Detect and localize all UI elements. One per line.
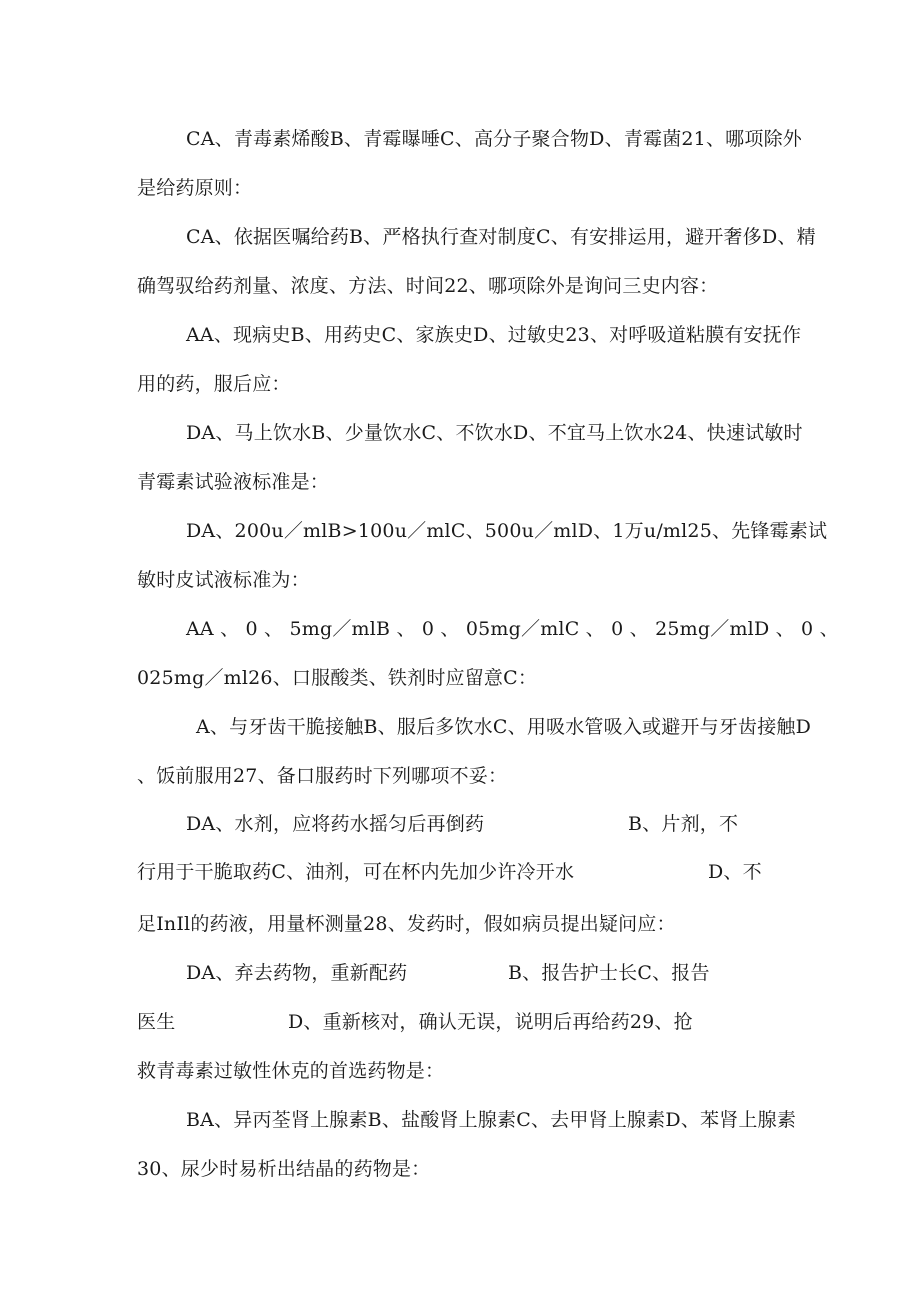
text-line: 行用于干脆取药C、油剂，可在杯内先加少许冷开水 xyxy=(137,861,575,883)
text-line: 确驾驭给药剂量、浓度、方法、时间22、哪项除外是询问三史内容： xyxy=(137,275,719,297)
text-line: 青霉素试验液标准是： xyxy=(137,471,330,493)
text-line: 、饭前服用27、备口服药时下列哪项不妥： xyxy=(137,765,508,787)
text-line: 30、尿少时易析出结晶的药物是： xyxy=(137,1158,431,1180)
text-line: 用的药，服后应： xyxy=(137,373,291,395)
text-line: 足InIl的药液，用量杯测量28、发药时，假如病员提出疑问应： xyxy=(137,913,676,935)
text-line: CA、青毒素烯酸B、青霉曝唾C、高分子聚合物D、青霉菌21、哪项除外 xyxy=(186,128,802,150)
text-line: B、报告护士长C、报告 xyxy=(508,962,710,984)
text-line: B、片剂，不 xyxy=(628,813,739,835)
text-line: 敏时皮试液标准为： xyxy=(137,569,310,591)
text-line: 医生 xyxy=(137,1011,176,1033)
text-line: D、不 xyxy=(708,861,762,883)
text-line: AA、现病史B、用药史C、家族史D、过敏史23、对呼吸道粘膜有安抚作 xyxy=(186,324,802,346)
text-line: DA、弃去药物，重新配药 xyxy=(186,962,408,984)
text-line: A、与牙齿干脆接触B、服后多饮水C、用吸水管吸入或避开与牙齿接触D xyxy=(196,716,812,738)
text-line: 025mg／ml26、口服酸类、铁剂时应留意C： xyxy=(137,667,538,689)
text-line: DA、200u／mlB>100u／mlC、500u／mlD、1万u/ml25、先锋霉素试 xyxy=(186,520,828,542)
text-line: DA、马上饮水B、少量饮水C、不饮水D、不宜马上饮水24、快速试敏时 xyxy=(186,422,803,444)
text-line: BA、异丙荃肾上腺素B、盐酸肾上腺素C、去甲肾上腺素D、苯肾上腺素 xyxy=(186,1109,797,1131)
text-line: 救青毒素过敏性休克的首选药物是： xyxy=(137,1060,445,1082)
text-line: AA 、 0 、 5mg／mlB 、 0 、 05mg／mlC 、 0 、 25mg／mlD 、 0 、 xyxy=(186,618,839,640)
text-line: 是给药原则： xyxy=(137,177,253,199)
text-line: DA、水剂，应将药水摇匀后再倒药 xyxy=(186,813,485,835)
text-line: D、重新核对，确认无误，说明后再给药29、抢 xyxy=(288,1011,693,1033)
text-line: CA、依据医嘱给药B、严格执行查对制度C、有安排运用，避开奢侈D、精 xyxy=(186,226,816,248)
